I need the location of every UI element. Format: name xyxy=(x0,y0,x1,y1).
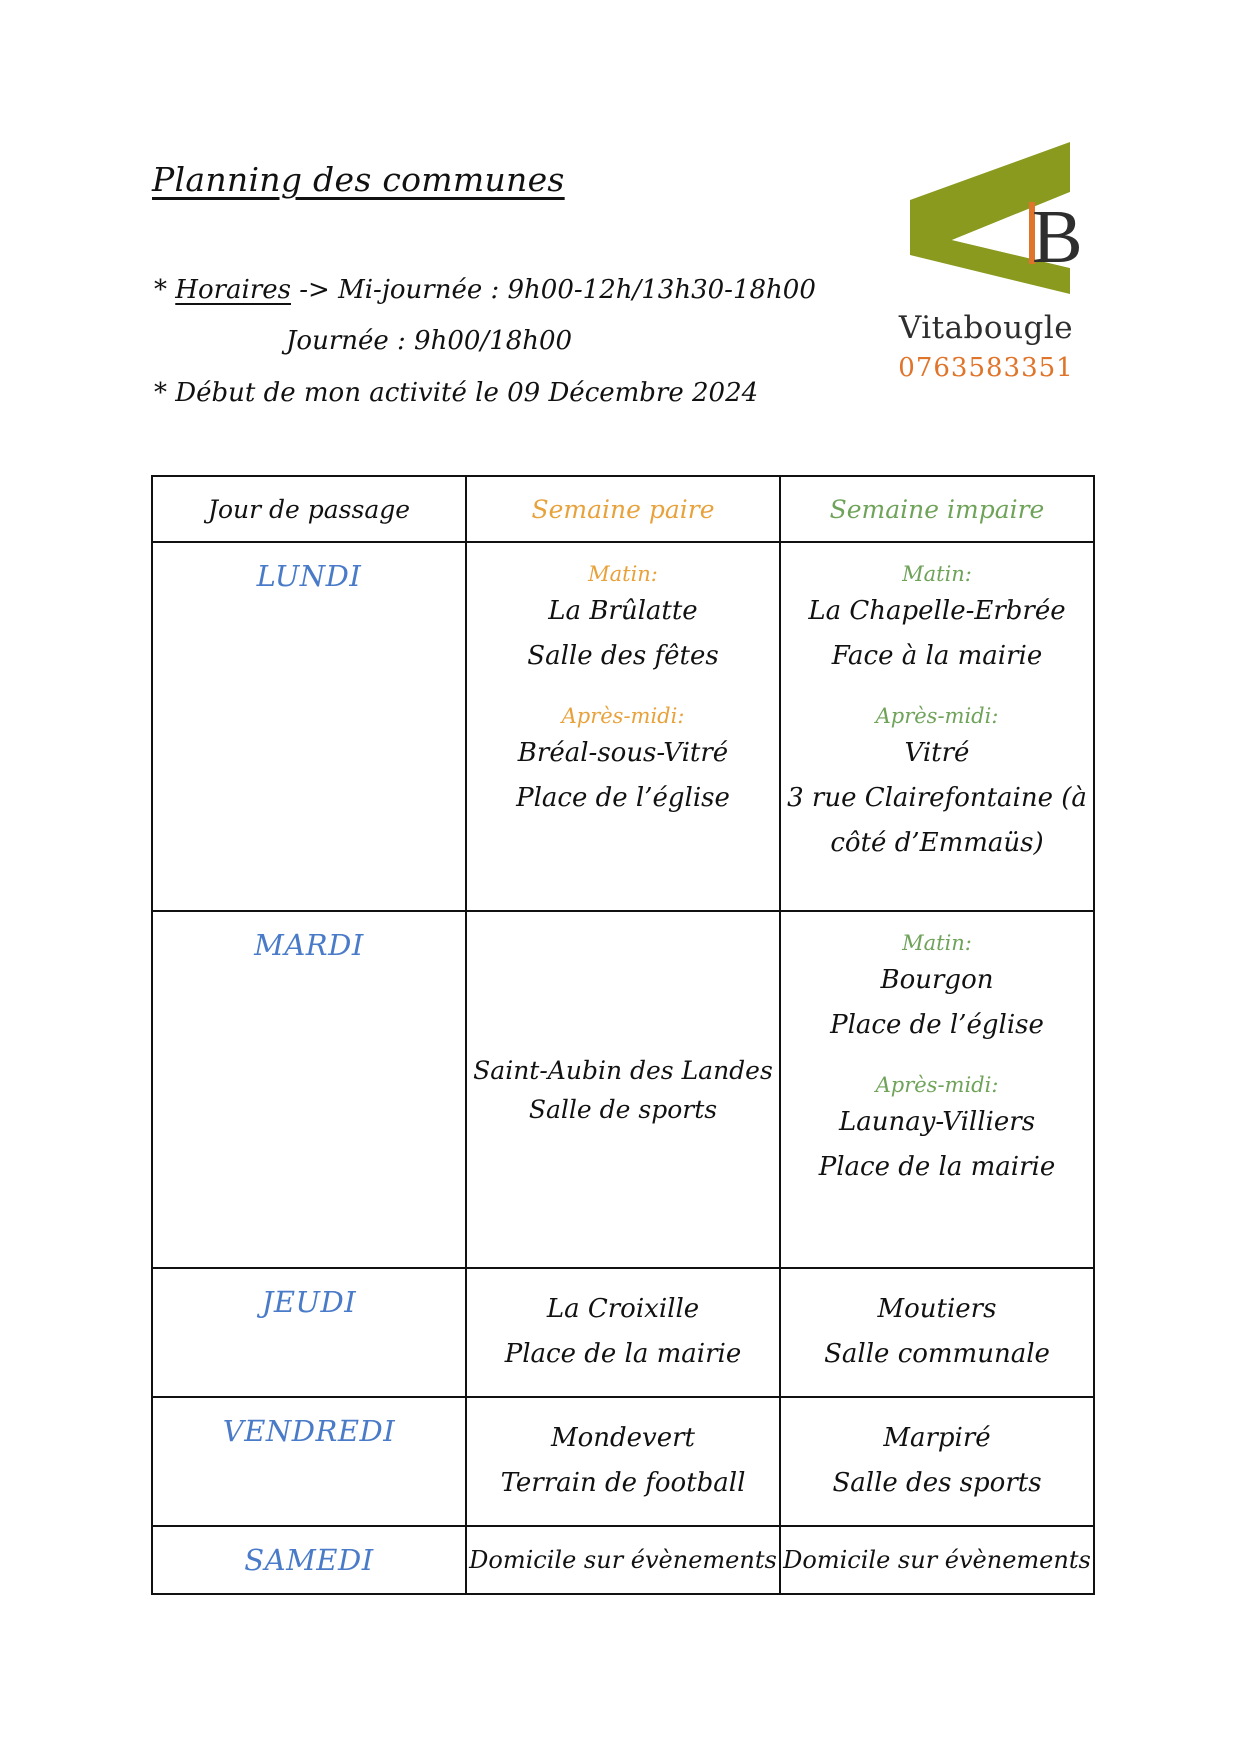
brand-phone: 0763583351 xyxy=(898,353,1074,383)
location-detail: Place de la mairie xyxy=(504,1339,742,1369)
odd-week-cell xyxy=(780,542,1094,911)
table-row xyxy=(152,542,1094,911)
commune-name: Domicile sur évènements xyxy=(469,1545,777,1574)
even-week-cell xyxy=(466,1526,780,1594)
column-header-day: Jour de passage xyxy=(152,476,466,542)
even-week-cell xyxy=(466,542,780,911)
location-detail: Place de l’église xyxy=(516,783,730,813)
brand-name: Vitabougle xyxy=(898,310,1074,346)
full-day-hours: Journée : 9h00/18h00 xyxy=(286,326,573,356)
afternoon-label: Après-midi: xyxy=(875,1073,999,1097)
commune-name: Saint-Aubin des Landes xyxy=(473,1055,773,1085)
table-row xyxy=(152,1526,1094,1594)
schedule-hours-line xyxy=(154,275,816,305)
location-detail: 3 rue Clairefontaine (à xyxy=(787,783,1087,813)
location-detail: Salle communale xyxy=(824,1339,1050,1369)
location-detail: côté d’Emmaüs) xyxy=(830,828,1044,858)
column-header-even-week: Semaine paire xyxy=(466,476,780,542)
location-detail: Terrain de football xyxy=(500,1468,746,1498)
commune-name: Launay-Villiers xyxy=(838,1107,1036,1137)
morning-label: Matin: xyxy=(588,562,658,586)
table-row xyxy=(152,1268,1094,1397)
location-detail: Salle des sports xyxy=(832,1468,1042,1498)
odd-week-cell xyxy=(780,911,1094,1268)
day-label: SAMEDI xyxy=(152,1526,466,1594)
day-label: LUNDI xyxy=(152,542,466,911)
afternoon-label: Après-midi: xyxy=(875,704,999,728)
svg-text:B: B xyxy=(1032,195,1083,279)
table-header-row xyxy=(152,476,1094,542)
location-detail: Place de l’église xyxy=(830,1010,1044,1040)
odd-week-cell xyxy=(780,1397,1094,1526)
even-week-cell xyxy=(466,1268,780,1397)
table-row xyxy=(152,911,1094,1268)
afternoon-label: Après-midi: xyxy=(561,704,685,728)
commune-name: Bourgon xyxy=(880,965,994,995)
location-detail: Place de la mairie xyxy=(818,1152,1056,1182)
even-week-cell xyxy=(466,1397,780,1526)
table-row xyxy=(152,1397,1094,1526)
even-week-cell xyxy=(466,911,780,1268)
commune-name: Mondevert xyxy=(550,1423,695,1453)
location-detail: Salle de sports xyxy=(528,1094,718,1124)
hours-label: Horaires xyxy=(175,275,291,305)
commune-name: Moutiers xyxy=(877,1294,997,1324)
commune-name: La Chapelle-Erbrée xyxy=(808,596,1066,626)
location-detail: Face à la mairie xyxy=(831,641,1043,671)
page-title: Planning des communes xyxy=(152,160,565,199)
odd-week-cell xyxy=(780,1526,1094,1594)
day-label: MARDI xyxy=(152,911,466,1268)
day-label: JEUDI xyxy=(152,1268,466,1397)
commune-name: La Brûlatte xyxy=(548,596,698,626)
bullet-prefix: * xyxy=(154,275,176,305)
day-label: VENDREDI xyxy=(152,1397,466,1526)
commune-name: Marpiré xyxy=(883,1423,991,1453)
logo-emblem-icon xyxy=(892,140,1092,300)
morning-label: Matin: xyxy=(902,562,972,586)
morning-label: Matin: xyxy=(902,931,972,955)
odd-week-cell xyxy=(780,1268,1094,1397)
location-detail: Salle des fêtes xyxy=(527,641,719,671)
column-header-odd-week: Semaine impaire xyxy=(780,476,1094,542)
commune-name: Vitré xyxy=(904,738,970,768)
schedule-table xyxy=(151,475,1095,1595)
activity-start-date: * Début de mon activité le 09 Décembre 2024 xyxy=(154,378,759,408)
commune-name: La Croixille xyxy=(546,1294,700,1324)
commune-name: Bréal-sous-Vitré xyxy=(517,738,729,768)
commune-name: Domicile sur évènements xyxy=(783,1545,1091,1574)
half-day-hours: -> Mi-journée : 9h00-12h/13h30-18h00 xyxy=(291,275,816,305)
brand-logo xyxy=(880,140,1100,383)
